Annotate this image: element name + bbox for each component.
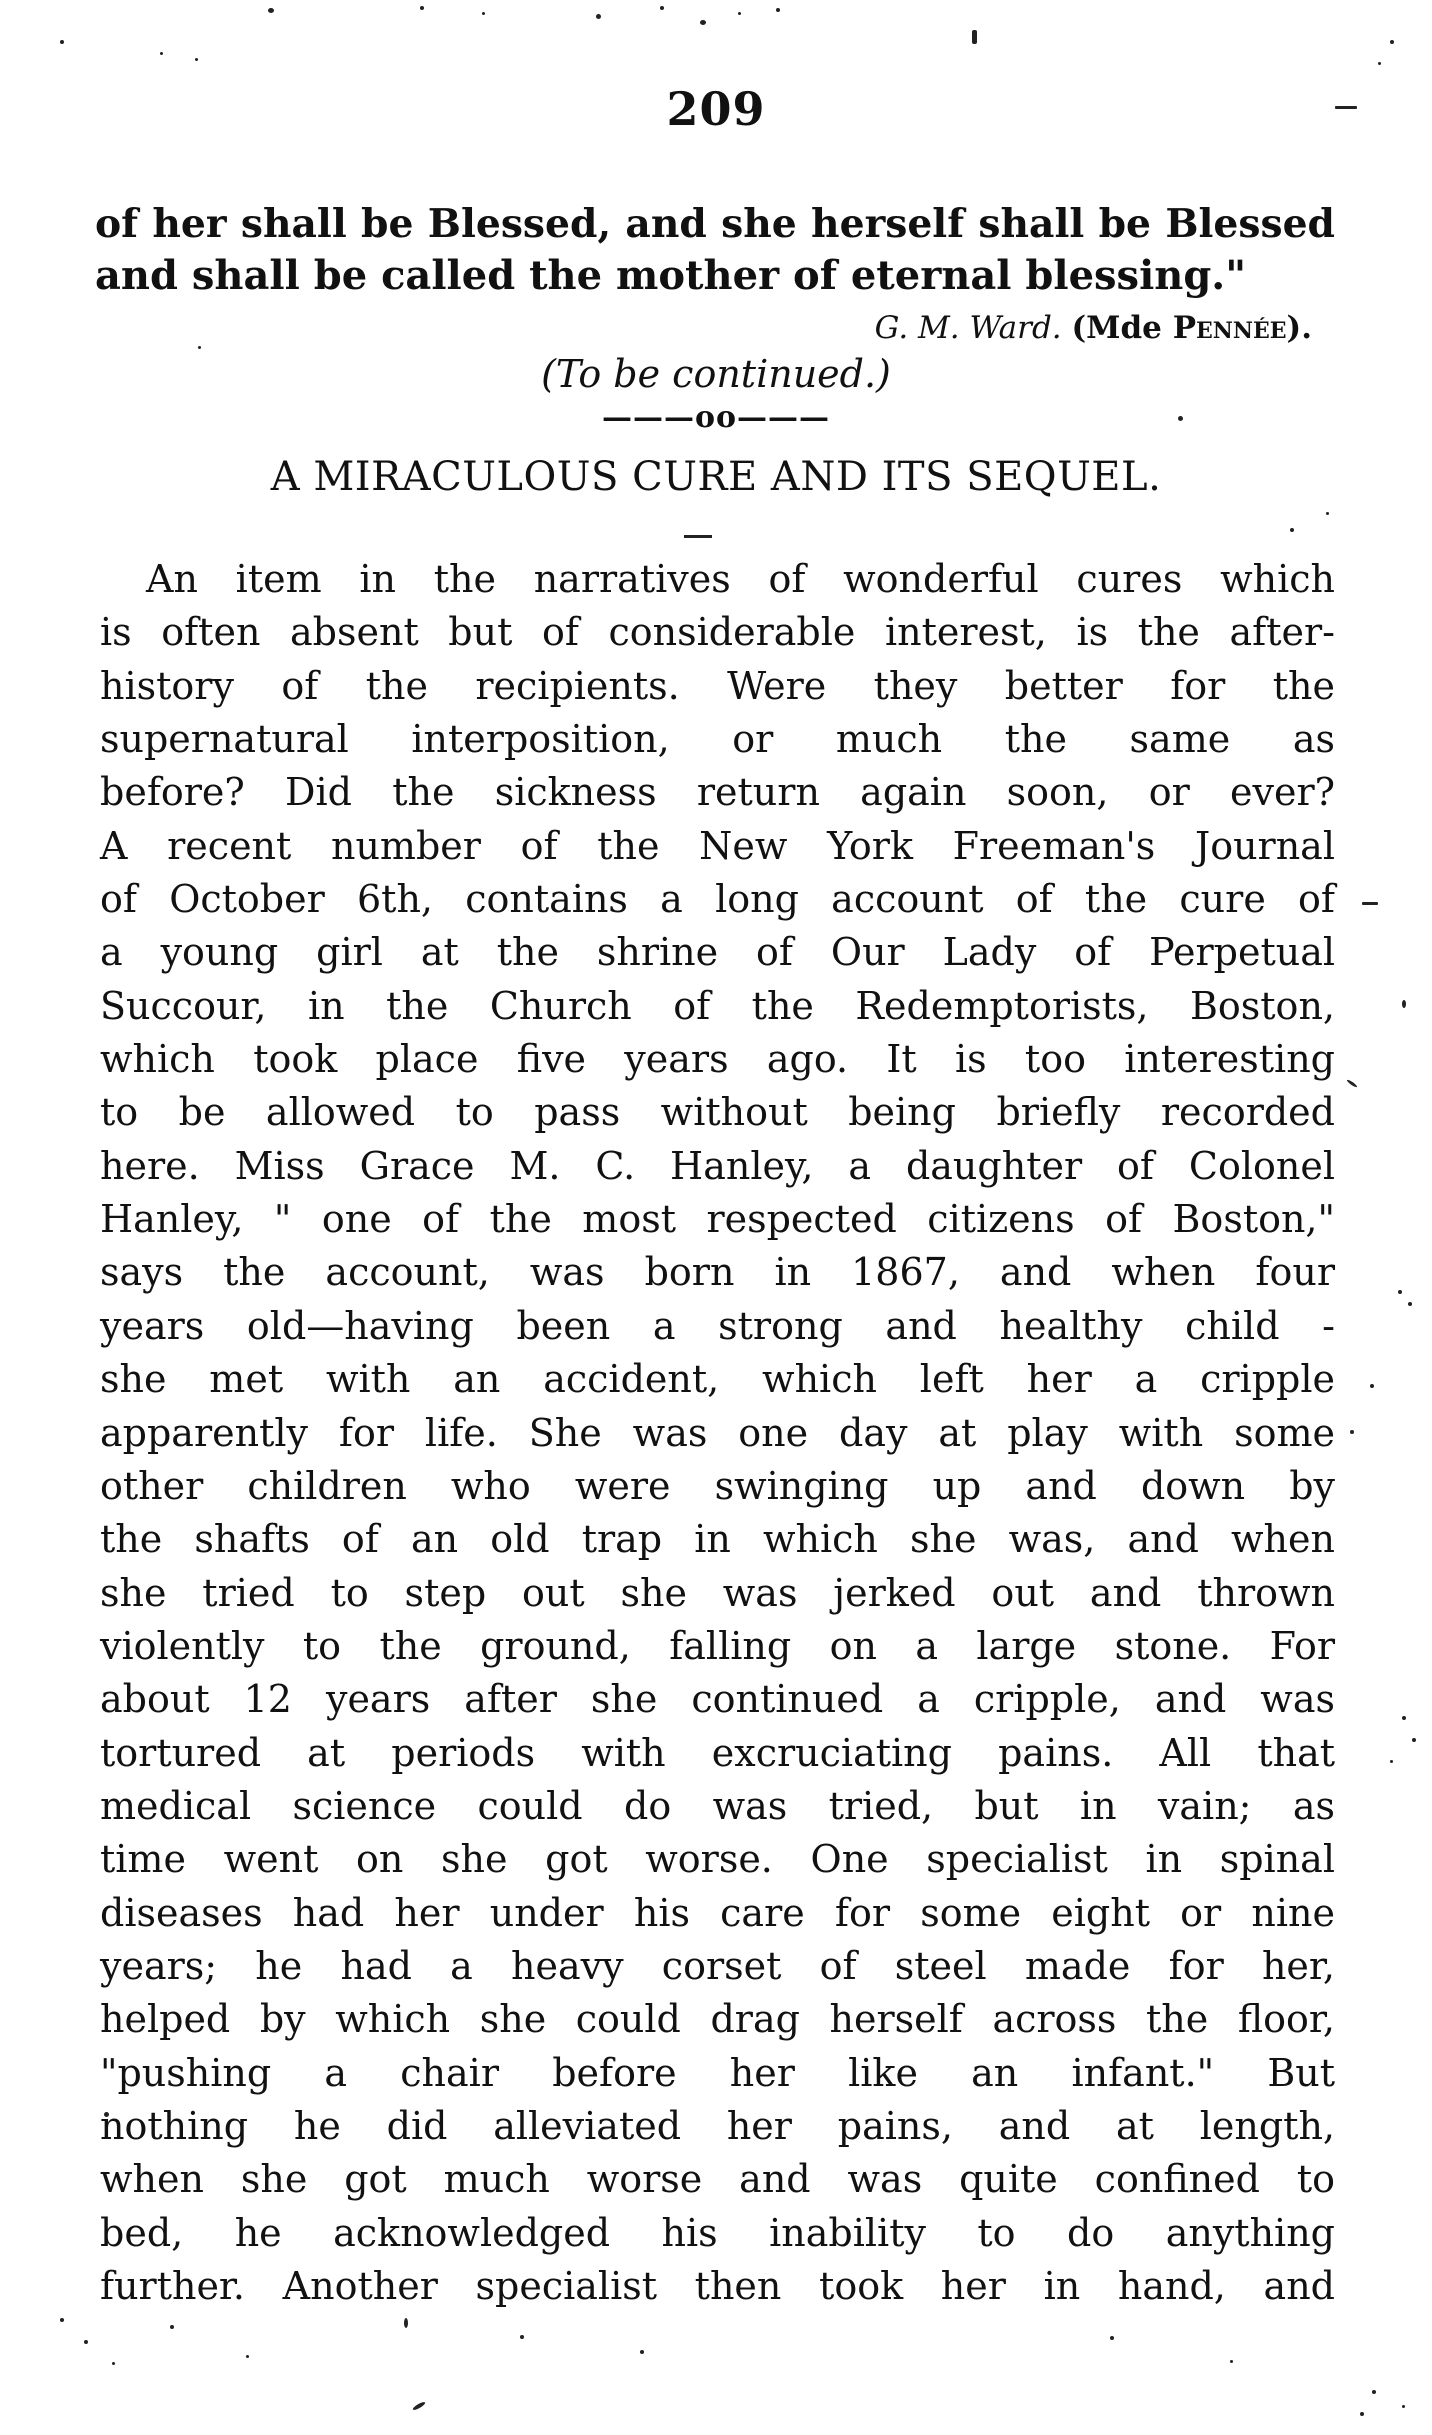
translator-close: ). <box>1286 310 1312 346</box>
scan-speck <box>60 2318 64 2322</box>
article-line: years old—having been a strong and healthy child - <box>100 1303 1335 1348</box>
scan-speck <box>1402 2405 1405 2408</box>
scan-speck <box>1360 2412 1364 2416</box>
article-line: a young girl at the shrine of Our Lady of Perpetual <box>100 930 1335 975</box>
scan-speck <box>246 2355 249 2358</box>
scan-speck <box>1412 1738 1416 1742</box>
scan-speck <box>160 52 163 55</box>
article-line: is often absent but of considerable interest, is the after- <box>100 610 1335 655</box>
article-line: A recent number of the New York Freeman's Journal <box>100 823 1335 868</box>
scan-speck <box>1350 1430 1354 1434</box>
translator-name: Pennée <box>1172 310 1287 346</box>
scan-speck <box>482 12 485 15</box>
article-body <box>100 553 1335 2313</box>
scan-speck <box>1326 512 1329 515</box>
author-name: G. M. Ward. <box>874 310 1062 346</box>
scan-speck <box>1290 528 1294 532</box>
page-number: 209 <box>666 82 766 136</box>
scan-speck <box>700 20 706 25</box>
scan-speck <box>1378 62 1381 65</box>
scan-speck <box>1402 1716 1406 1720</box>
article-line: here. Miss Grace M. C. Hanley, a daughter of Colonel <box>100 1143 1335 1188</box>
scan-speck <box>972 30 977 44</box>
title-rule <box>684 535 712 538</box>
article-line: before? Did the sickness return again soon, or ever? <box>100 770 1335 815</box>
scan-speck <box>84 2340 88 2344</box>
scan-speck <box>1110 2336 1114 2340</box>
scan-speck <box>170 2325 174 2329</box>
scan-speck <box>268 8 274 13</box>
scan-speck <box>404 2318 408 2328</box>
article-line: years; he had a heavy corset of steel made for her, <box>100 1943 1335 1988</box>
article-line: nothing he did alleviated her pains, and at length, <box>100 2103 1335 2148</box>
scan-speck <box>1372 2390 1376 2394</box>
article-line: supernatural interposition, or much the same as <box>100 717 1335 762</box>
article-line: tortured at periods with excruciating pains. All that <box>100 1730 1335 1775</box>
scan-speck <box>1390 40 1394 44</box>
scan-speck <box>420 6 424 10</box>
article-line: apparently for life. She was one day at play with some <box>100 1410 1335 1455</box>
scan-speck <box>640 2350 644 2354</box>
article-line: says the account, was born in 1867, and when four <box>100 1250 1335 1295</box>
article-line: Succour, in the Church of the Redemptorists, Boston, <box>100 983 1335 1028</box>
article-line: she tried to step out she was jerked out and thrown <box>100 1570 1335 1615</box>
article-title: A MIRACULOUS CURE AND ITS SEQUEL. <box>270 454 1162 500</box>
scan-speck <box>1398 1290 1402 1294</box>
scan-speck <box>520 2335 524 2339</box>
article-line: the shafts of an old trap in which she was, and when <box>100 1517 1335 1562</box>
article-line: An item in the narratives of wonderful cures which <box>146 557 1335 601</box>
scan-speck <box>1362 902 1378 905</box>
scan-speck <box>195 58 198 61</box>
article-line: diseases had her under his care for some eight or nine <box>100 1890 1335 1935</box>
scan-speck <box>198 346 201 349</box>
scan-speck <box>776 8 780 12</box>
article-line: she met with an accident, which left her a cripple <box>100 1357 1335 1402</box>
article-line: when she got much worse and was quite confined to <box>100 2157 1335 2202</box>
article-line: Hanley, " one of the most respected citizens of Boston," <box>100 1197 1335 1242</box>
author-signature <box>875 310 1312 346</box>
passage-line: and shall be called the mother of eternal blessing." <box>95 252 1247 299</box>
article-line: history of the recipients. Were they better for the <box>100 663 1335 708</box>
scan-speck <box>1230 2360 1233 2363</box>
article-line: of October 6th, contains a long account of the cure of <box>100 877 1335 922</box>
article-line: helped by which she could drag herself across the floor, <box>100 1997 1335 2042</box>
translator-open: (Mde <box>1071 310 1173 346</box>
scan-speck <box>1408 1302 1412 1306</box>
scan-speck <box>738 12 741 15</box>
scan-speck <box>60 40 64 44</box>
section-separator: ———oo——— <box>601 400 831 435</box>
scan-speck <box>112 2362 115 2365</box>
scan-speck <box>596 14 601 19</box>
article-line: "pushing a chair before her like an infant." But <box>100 2050 1335 2095</box>
scan-speck <box>1390 1760 1393 1763</box>
passage-line: of her shall be Blessed, and she herself shall be Blessed <box>95 201 1335 247</box>
article-line: time went on she got worse. One specialist in spinal <box>100 1837 1335 1882</box>
article-line: to be allowed to pass without being briefly recorded <box>100 1090 1335 1135</box>
article-line: bed, he acknowledged his inability to do anything <box>100 2210 1335 2255</box>
scan-speck <box>1370 1384 1374 1388</box>
article-line: violently to the ground, falling on a large stone. For <box>100 1623 1335 1668</box>
scan-speck <box>412 2401 426 2411</box>
article-line: medical science could do was tried, but in vain; as <box>100 1783 1335 1828</box>
article-line: other children who were swinging up and down by <box>100 1463 1335 1508</box>
scan-speck <box>660 6 664 10</box>
continued-passage <box>95 198 1335 302</box>
article-line: which took place five years ago. It is too interesting <box>100 1037 1335 1082</box>
scan-speck <box>1402 1000 1406 1008</box>
to-be-continued-note: (To be continued.) <box>541 352 891 396</box>
scan-speck <box>1346 1079 1358 1088</box>
article-line: further. Another specialist then took her in hand, and <box>100 2264 1335 2308</box>
article-line: about 12 years after she continued a cripple, and was <box>100 1677 1335 1722</box>
